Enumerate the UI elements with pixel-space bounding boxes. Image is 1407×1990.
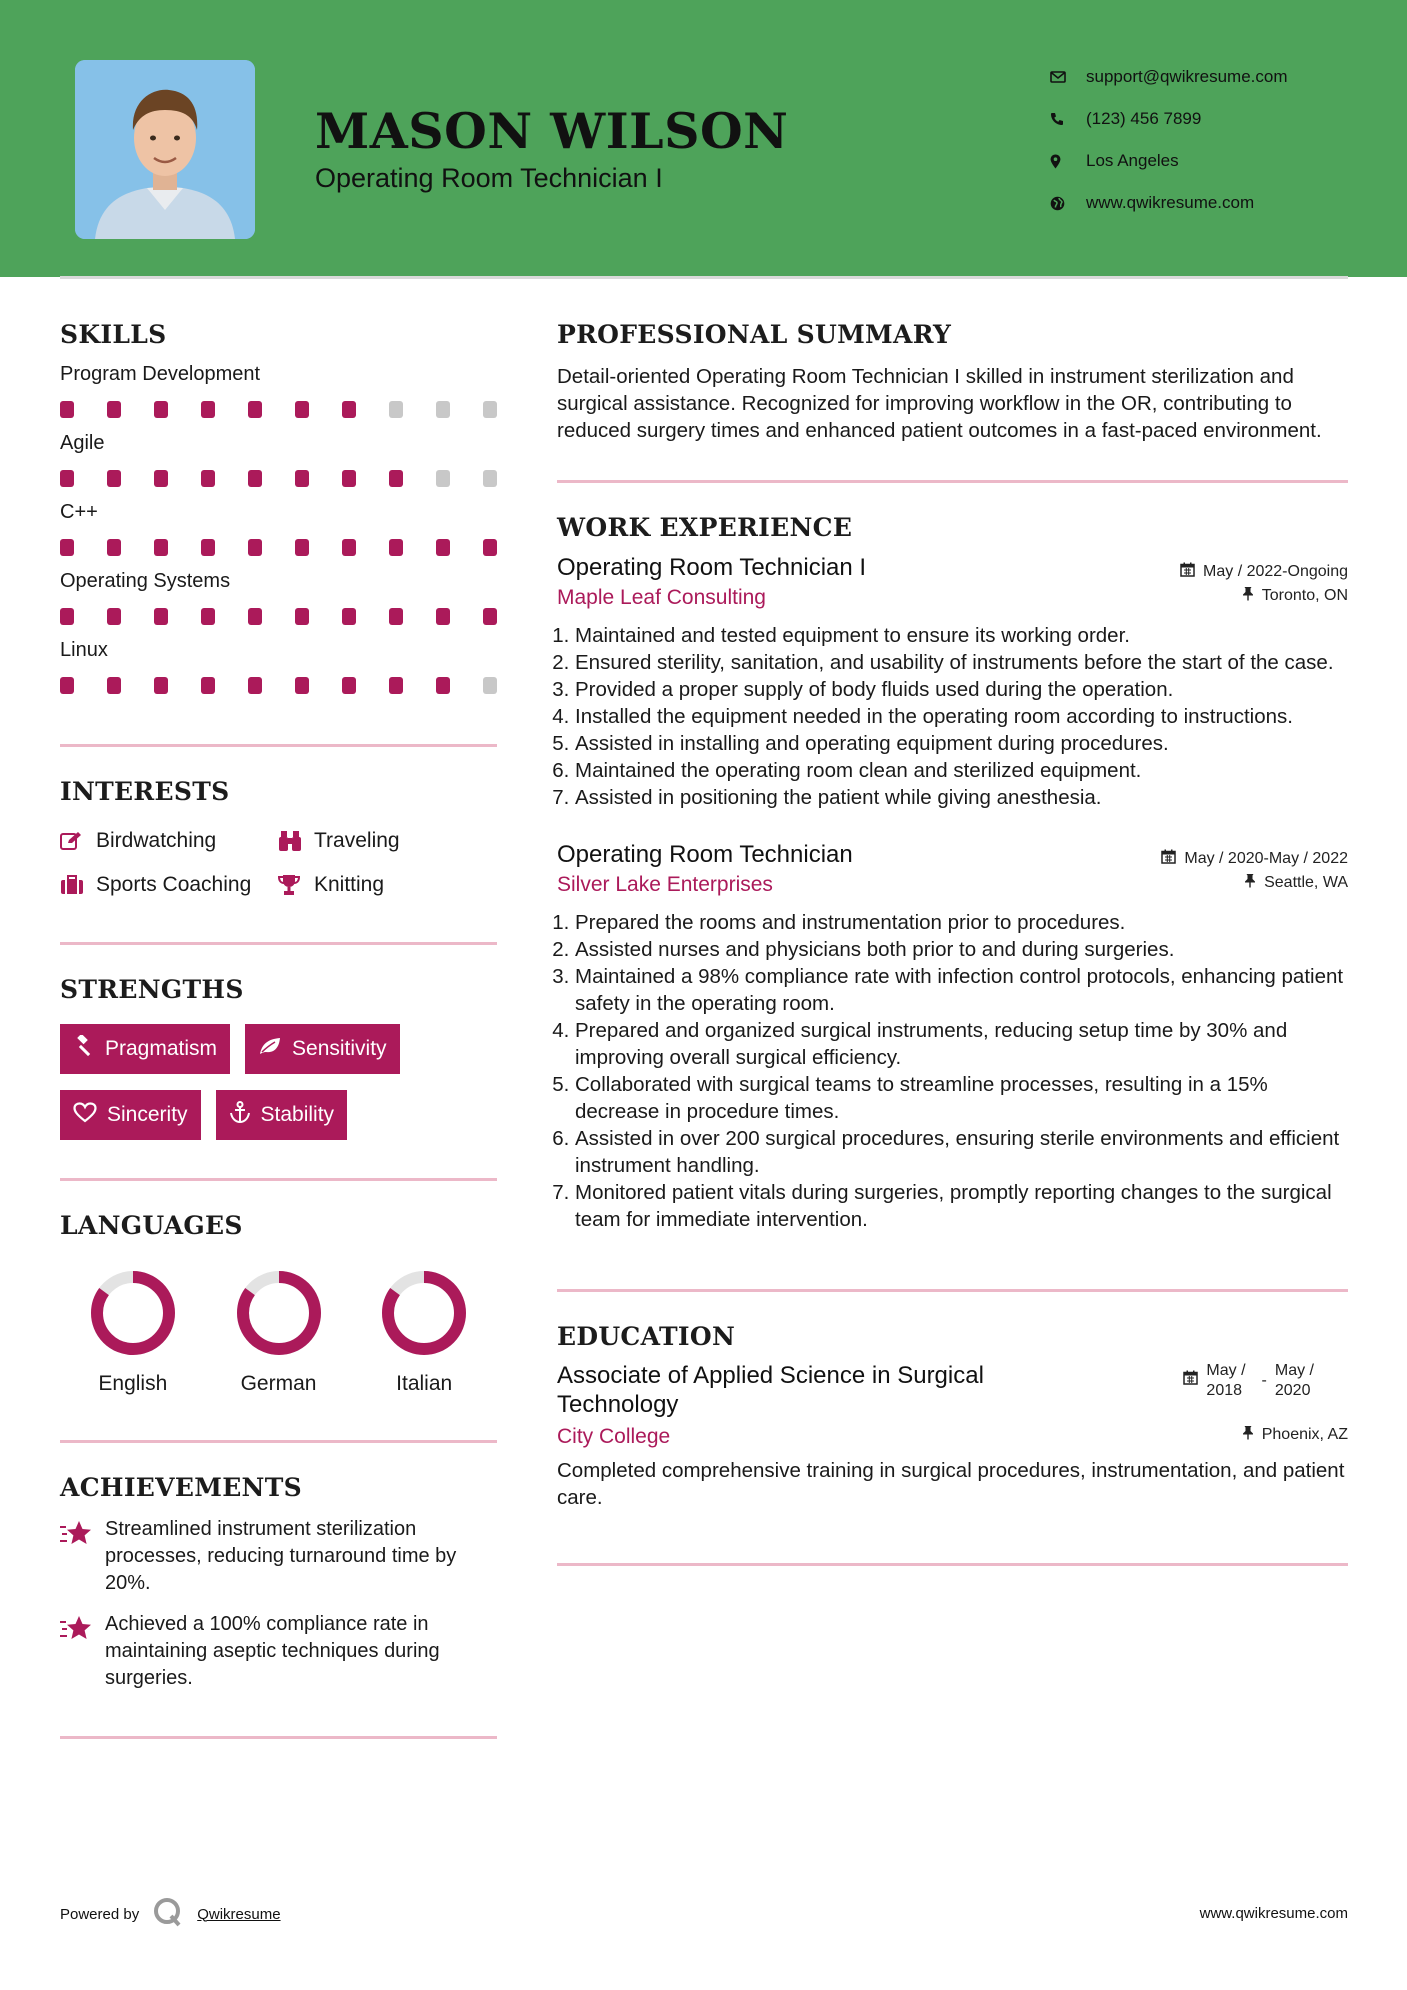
education-dash: - [1261, 1372, 1267, 1389]
rating-dot-filled [201, 539, 215, 556]
contact-list [1050, 56, 1288, 224]
interests-heading: INTERESTS [60, 777, 230, 806]
rating-dot-empty [483, 401, 497, 418]
header-divider [60, 276, 1348, 279]
briefcase-icon [60, 875, 96, 895]
right-column [557, 320, 1348, 1566]
star-icon [60, 1611, 105, 1692]
contact-email[interactable] [1050, 56, 1288, 98]
rating-dot-filled [60, 470, 74, 487]
rating-dot-filled [483, 539, 497, 556]
rating-dot-filled [107, 539, 121, 556]
skill-name: C++ [60, 501, 98, 523]
envelope-icon [1050, 67, 1086, 87]
profile-photo [75, 60, 255, 239]
skill-name: Operating Systems [60, 570, 231, 592]
rating-dot-filled [248, 470, 262, 487]
rating-dot-filled [436, 539, 450, 556]
rating-dot-filled [248, 401, 262, 418]
edit-icon [60, 831, 96, 851]
rating-dot-filled [248, 608, 262, 625]
rating-dot-filled [295, 401, 309, 418]
job-location [1242, 586, 1348, 606]
job-location [1244, 873, 1348, 893]
rating-dot-filled [154, 470, 168, 487]
education-heading: EDUCATION [557, 1322, 736, 1351]
rating-dot-filled [107, 470, 121, 487]
achievements-heading: ACHIEVEMENTS [60, 1473, 302, 1502]
job-location-text: Seattle, WA [1264, 874, 1348, 891]
skill-rating [60, 677, 497, 694]
contact-phone-text: (123) 456 7899 [1086, 109, 1202, 128]
job-title: Operating Room Technician [557, 841, 853, 868]
rating-dot-filled [201, 677, 215, 694]
contact-website[interactable] [1050, 182, 1288, 224]
rating-dot-empty [483, 677, 497, 694]
rating-dot-filled [201, 608, 215, 625]
strength-label: Sincerity [107, 1103, 188, 1126]
interest-item [60, 828, 278, 854]
interests-list [60, 828, 497, 898]
languages-divider [60, 1440, 497, 1443]
job-dates-text: May / 2020-May / 2022 [1184, 850, 1348, 867]
job-header [557, 554, 1348, 582]
achievements-list [60, 1516, 497, 1692]
language-name: German [240, 1372, 317, 1395]
pushpin-icon [1242, 586, 1254, 606]
calendar-icon [1161, 849, 1176, 869]
education-header [557, 1361, 1348, 1419]
duty-item: 6. Maintained the operating room clean and sterilized equipment. [575, 757, 1348, 784]
rating-dot-filled [295, 539, 309, 556]
contact-website-text: www.qwikresume.com [1086, 193, 1255, 212]
rating-dot-filled [201, 401, 215, 418]
education-start-line1: May / [1206, 1362, 1246, 1379]
duty-item: 5. Assisted in installing and operating equipment during procedures. [575, 730, 1348, 757]
strengths-heading: STRENGTHS [60, 975, 244, 1004]
language-name: Italian [396, 1372, 453, 1395]
education-description: Completed comprehensive training in surgical procedures, instrumentation, and patient care. [557, 1459, 1345, 1509]
skill-name: Linux [60, 639, 108, 661]
rating-dot-filled [60, 608, 74, 625]
powered-by-text: Powered by [60, 1905, 140, 1923]
education-dates [1183, 1361, 1314, 1401]
heart-icon [73, 1102, 97, 1129]
rating-dot-filled [154, 401, 168, 418]
binoculars-icon [278, 830, 314, 852]
skill-rating [60, 539, 497, 556]
duty-item: 3. Maintained a 98% compliance rate with infection control protocols, enhancing patient safety in the operating room. [575, 963, 1348, 1017]
degree-title: Associate of Applied Science in Surgical Technology [557, 1362, 984, 1418]
education-divider [557, 1563, 1348, 1566]
experience-divider [557, 1289, 1348, 1292]
strength-badge [245, 1024, 400, 1074]
rating-dot-filled [436, 608, 450, 625]
duty-item: 4. Installed the equipment needed in the operating room according to instructions. [575, 703, 1348, 730]
duty-item: 1. Prepared the rooms and instrumentation prior to procedures. [575, 909, 1348, 936]
language-name: English [98, 1372, 168, 1395]
rating-dot-filled [483, 608, 497, 625]
calendar-icon [1180, 562, 1195, 582]
duty-item: 1. Maintained and tested equipment to ensure its working order. [575, 622, 1348, 649]
job-header [557, 841, 1348, 869]
gavel-icon [73, 1035, 95, 1063]
contact-phone[interactable] [1050, 98, 1288, 140]
candidate-title: Operating Room Technician I [315, 163, 663, 193]
experience-heading: WORK EXPERIENCE [557, 513, 853, 542]
education-end [1275, 1361, 1314, 1401]
language-item [351, 1270, 497, 1396]
footer-url[interactable]: www.qwikresume.com [1199, 1905, 1348, 1922]
interests-divider [60, 942, 497, 945]
strength-badge [60, 1090, 201, 1140]
interest-label: Traveling [314, 829, 400, 852]
job-dates [1161, 849, 1348, 869]
rating-dot-filled [389, 539, 403, 556]
star-icon [60, 1516, 105, 1597]
interest-label: Knitting [314, 873, 385, 896]
duty-item: 5. Collaborated with surgical teams to streamline processes, resulting in a 15% decrease in procedure times. [575, 1071, 1348, 1125]
pushpin-icon [1244, 873, 1256, 893]
rating-dot-filled [342, 677, 356, 694]
job-title: Operating Room Technician I [557, 554, 867, 581]
strength-label: Pragmatism [105, 1037, 218, 1060]
achievement-text: Streamlined instrument sterilization processes, reducing turnaround time by 20%. [105, 1518, 457, 1594]
job-subheader [557, 586, 1348, 610]
rating-dot-filled [389, 470, 403, 487]
duty-item: 2. Ensured sterility, sanitation, and usability of instruments before the start of the case. [575, 649, 1348, 676]
interest-label: Sports Coaching [96, 873, 252, 896]
education-start [1206, 1361, 1245, 1401]
achievement-text: Achieved a 100% compliance rate in maintaining aseptic techniques during surgeries. [105, 1613, 440, 1689]
job-duties [557, 622, 1348, 811]
rating-dot-filled [342, 539, 356, 556]
footer-powered-by [60, 1897, 281, 1931]
rating-dot-filled [248, 677, 262, 694]
rating-dot-filled [154, 539, 168, 556]
job-subheader [557, 873, 1348, 897]
rating-dot-filled [60, 401, 74, 418]
leaf-icon [258, 1036, 282, 1062]
strength-label: Sensitivity [292, 1037, 387, 1060]
rating-dot-empty [483, 470, 497, 487]
achievements-divider [60, 1736, 497, 1739]
rating-dot-filled [60, 539, 74, 556]
school-name: City College [557, 1425, 671, 1448]
job-entry [557, 841, 1348, 1233]
language-item [60, 1270, 206, 1396]
strength-badge [216, 1090, 348, 1140]
rating-dot-filled [342, 470, 356, 487]
strengths-list [60, 1024, 497, 1140]
skill-rating [60, 401, 497, 418]
rating-dot-filled [295, 470, 309, 487]
strengths-divider [60, 1178, 497, 1181]
contact-location [1050, 140, 1288, 182]
job-dates [1180, 562, 1348, 582]
skills-divider [60, 744, 497, 747]
rating-dot-filled [295, 608, 309, 625]
skills-list [60, 363, 497, 694]
skill-name: Program Development [60, 363, 261, 385]
interest-item [278, 828, 497, 854]
interest-item [60, 872, 278, 898]
rating-dot-empty [389, 401, 403, 418]
contact-email-text: support@qwikresume.com [1086, 67, 1288, 86]
languages-list [60, 1270, 497, 1396]
duty-item: 7. Monitored patient vitals during surgeries, promptly reporting changes to the surgical team for immediate intervention. [575, 1179, 1348, 1233]
language-level-ring [90, 1270, 176, 1356]
company-name: Silver Lake Enterprises [557, 873, 773, 896]
duty-item: 6. Assisted in over 200 surgical procedures, ensuring sterile environments and efficient instrument handling. [575, 1125, 1348, 1179]
language-level-ring [236, 1270, 322, 1356]
anchor-icon [229, 1101, 251, 1129]
globe-icon [1050, 193, 1086, 213]
company-name: Maple Leaf Consulting [557, 586, 766, 609]
qwikresume-link[interactable]: Qwikresume [197, 1905, 281, 1923]
summary-text: Detail-oriented Operating Room Technician I skilled in instrument sterilization and surgical assistance. Recognized for improving workflow in the OR, contributing to reduced surgery times and enhanced patient outcomes in a fast-paced environment. [557, 365, 1322, 442]
education-location [1242, 1425, 1348, 1445]
education-subheader [557, 1425, 1348, 1449]
education-location-text: Phoenix, AZ [1261, 1426, 1348, 1443]
education-end-line2: 2020 [1274, 1382, 1311, 1399]
job-duties [557, 909, 1348, 1233]
rating-dot-filled [154, 608, 168, 625]
duty-item: 3. Provided a proper supply of body fluids used during the operation. [575, 676, 1348, 703]
rating-dot-filled [389, 677, 403, 694]
achievement-item [60, 1516, 497, 1597]
summary-divider [557, 480, 1348, 483]
duty-item: 2. Assisted nurses and physicians both prior to and during surgeries. [575, 936, 1348, 963]
rating-dot-filled [295, 677, 309, 694]
job-location-text: Toronto, ON [1261, 587, 1348, 604]
duty-item: 4. Prepared and organized surgical instruments, reducing setup time by 30% and improving overall surgical efficiency. [575, 1017, 1348, 1071]
language-level-ring [381, 1270, 467, 1356]
rating-dot-filled [107, 401, 121, 418]
qwikresume-logo-icon [153, 1897, 183, 1931]
phone-icon [1050, 109, 1086, 129]
rating-dot-empty [436, 401, 450, 418]
rating-dot-filled [107, 677, 121, 694]
education-start-line2: 2018 [1206, 1382, 1243, 1399]
rating-dot-filled [342, 608, 356, 625]
map-pin-icon [1050, 151, 1086, 171]
calendar-icon [1183, 1370, 1198, 1390]
rating-dot-filled [436, 677, 450, 694]
rating-dot-filled [154, 677, 168, 694]
rating-dot-filled [107, 608, 121, 625]
education-entry [557, 1361, 1348, 1511]
strength-badge [60, 1024, 230, 1074]
skills-heading: SKILLS [60, 320, 167, 349]
education-end-line1: May / [1274, 1362, 1314, 1379]
rating-dot-filled [60, 677, 74, 694]
rating-dot-filled [342, 401, 356, 418]
rating-dot-filled [248, 539, 262, 556]
interest-item [278, 872, 497, 898]
language-item [206, 1270, 352, 1396]
rating-dot-filled [201, 470, 215, 487]
left-column [60, 320, 497, 1739]
trophy-icon [278, 874, 314, 896]
resume-header [0, 0, 1407, 277]
achievement-item [60, 1611, 497, 1692]
duty-item: 7. Assisted in positioning the patient while giving anesthesia. [575, 784, 1348, 811]
interest-label: Birdwatching [96, 829, 217, 852]
job-dates-text: May / 2022-Ongoing [1203, 563, 1348, 580]
contact-location-text: Los Angeles [1086, 151, 1179, 170]
pushpin-icon [1242, 1425, 1254, 1445]
rating-dot-filled [389, 608, 403, 625]
skill-rating [60, 470, 497, 487]
strength-label: Stability [260, 1103, 335, 1126]
languages-heading: LANGUAGES [60, 1211, 243, 1240]
candidate-name: MASON WILSON [315, 102, 789, 160]
skill-name: Agile [60, 432, 105, 454]
skill-rating [60, 608, 497, 625]
rating-dot-empty [436, 470, 450, 487]
job-entry [557, 554, 1348, 811]
summary-heading: PROFESSIONAL SUMMARY [557, 320, 952, 349]
